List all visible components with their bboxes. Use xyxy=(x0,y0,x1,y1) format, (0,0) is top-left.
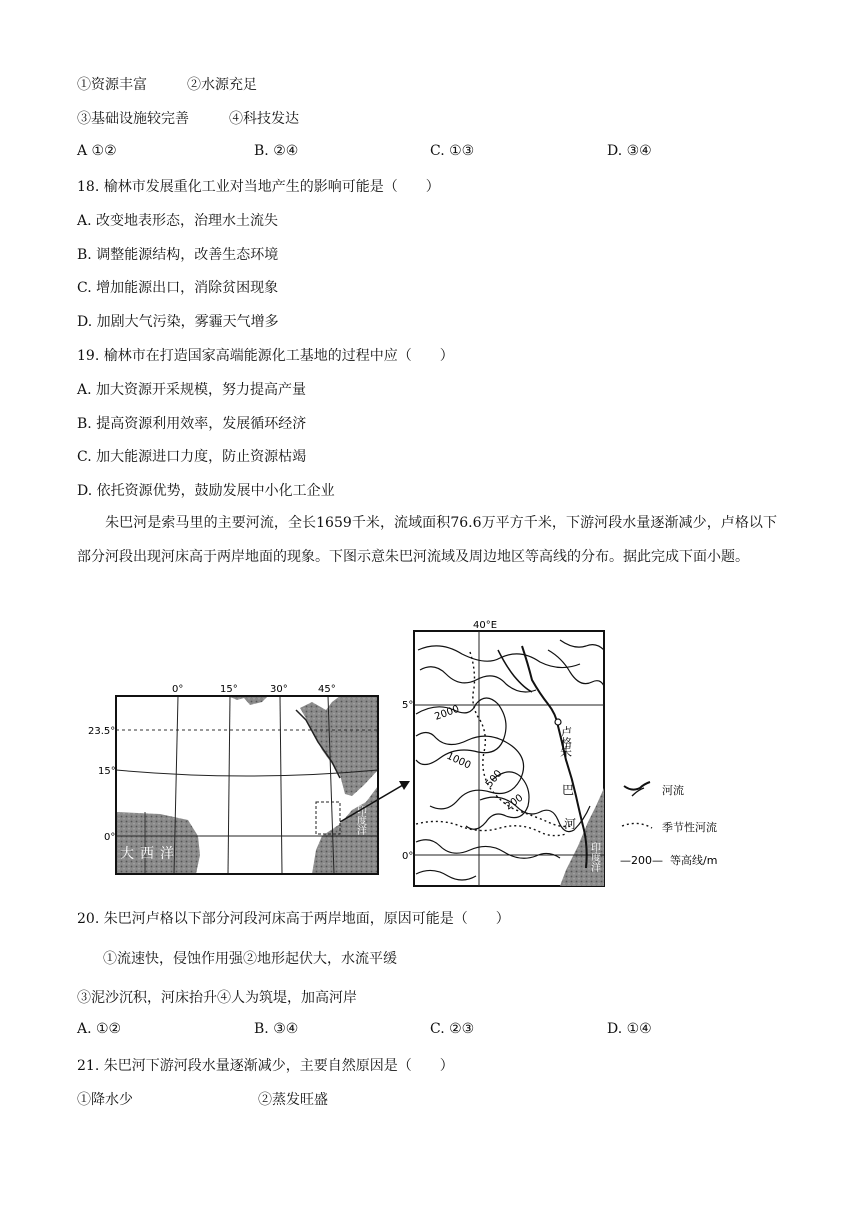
land-europe xyxy=(228,696,268,705)
contour-label-2000: 2000 xyxy=(433,703,461,723)
q17-choice-4: ④科技发达 xyxy=(229,111,299,127)
indian-ocean-label-left: 印度洋 xyxy=(354,805,366,835)
q17-option-b: B. ②④ xyxy=(254,143,299,159)
lat-label-23: 23.5° xyxy=(88,726,116,737)
q20-option-a: A. ①② xyxy=(77,1021,122,1037)
lon-label-0: 0° xyxy=(172,684,184,695)
q17-option-a: A ①② xyxy=(77,143,117,159)
legend-seasonal-river: 季节性河流 xyxy=(662,821,717,834)
lon-label-30: 30° xyxy=(270,684,288,695)
q18-option-b: B. 调整能源结构，改善生态环境 xyxy=(77,247,279,263)
q20-option-b: B. ③④ xyxy=(254,1021,299,1037)
legend-river: 河流 xyxy=(662,784,684,797)
q18-option-c: C. 增加能源出口，消除贫困现象 xyxy=(77,280,279,296)
river-label-char-2: 巴 xyxy=(562,783,575,797)
q20-choices-2: ③泥沙沉积，河床抬升④人为筑堤，加高河岸 xyxy=(77,990,357,1006)
lon-label-45: 45° xyxy=(318,684,336,695)
q18-option-d: D. 加剧大气污染，雾霾天气增多 xyxy=(77,314,279,330)
q17-option-c: C. ①③ xyxy=(430,143,475,159)
map-legend xyxy=(620,782,717,867)
contour-label-1000: 1000 xyxy=(444,750,473,772)
land-east-africa xyxy=(312,786,378,874)
q19-option-d: D. 依托资源优势，鼓励发展中小化工企业 xyxy=(77,483,335,499)
lon-label-40e: 40°E xyxy=(473,620,498,631)
q18-option-a: A. 改变地表形态，治理水土流失 xyxy=(77,213,279,229)
passage-text: 朱巴河是索马里的主要河流，全长1659千米，流域面积76.6万平方千米，下游河段水量逐渐减少，卢格以下部分河段出现河床高于两岸地面的现象。下图示意朱巴河流域及周边地区等高线的分布。据此完成下面小题。 xyxy=(77,515,777,565)
q19-stem: 19. 榆林市在打造国家高端能源化工基地的过程中应（ ） xyxy=(77,348,454,364)
q17-choice-2: ②水源充足 xyxy=(187,77,257,93)
q19-option-a: A. 加大资源开采规模，努力提高产量 xyxy=(77,382,307,398)
lat-label-0-right: 0° xyxy=(402,851,414,862)
q20-choices-1: ①流速快，侵蚀作用强②地形起伏大，水流平缓 xyxy=(103,951,397,967)
map-figure xyxy=(0,610,860,900)
contour-label-200: 200 xyxy=(503,792,526,813)
q17-choice-3: ③基础设施较完善 xyxy=(77,111,189,127)
q17-option-d: D. ③④ xyxy=(607,143,652,159)
legend-contour: 等高线/m xyxy=(670,854,718,867)
indian-ocean-label-right: 印度洋 xyxy=(588,842,600,872)
place-label-lugh: 卢格 xyxy=(559,726,573,748)
lon-label-15: 15° xyxy=(220,684,238,695)
q19-option-c: C. 加大能源进口力度，防止资源枯竭 xyxy=(77,449,307,465)
overview-map xyxy=(88,684,378,874)
q20-option-c: C. ②③ xyxy=(430,1021,475,1037)
lat-label-0: 0° xyxy=(104,832,116,843)
detail-map xyxy=(402,620,604,886)
lat-label-15: 15° xyxy=(98,766,116,777)
q21-choice-1: ①降水少 xyxy=(77,1092,133,1108)
q19-option-b: B. 提高资源利用效率，发展循环经济 xyxy=(77,416,307,432)
q21-stem: 21. 朱巴河下游河段水量逐渐减少，主要自然原因是（ ） xyxy=(77,1058,454,1074)
q21-choice-2: ②蒸发旺盛 xyxy=(258,1092,328,1108)
land-south-america xyxy=(116,812,200,874)
atlantic-label: 大西洋 xyxy=(120,846,180,862)
q17-choice-1: ①资源丰富 xyxy=(77,77,147,93)
q20-option-d: D. ①④ xyxy=(607,1021,652,1037)
lat-label-5: 5° xyxy=(402,700,414,711)
river-label-char-3: 河 xyxy=(564,817,577,831)
q20-stem: 20. 朱巴河卢格以下部分河段河床高于两岸地面，原因可能是（ ） xyxy=(77,911,510,927)
passage xyxy=(77,506,777,574)
river-label-char-1: 朱 xyxy=(560,745,573,759)
legend-contour-symbol: —200— xyxy=(620,854,663,867)
contour-label-500: 500 xyxy=(483,768,505,790)
q18-stem: 18. 榆林市发展重化工业对当地产生的影响可能是（ ） xyxy=(77,179,440,195)
